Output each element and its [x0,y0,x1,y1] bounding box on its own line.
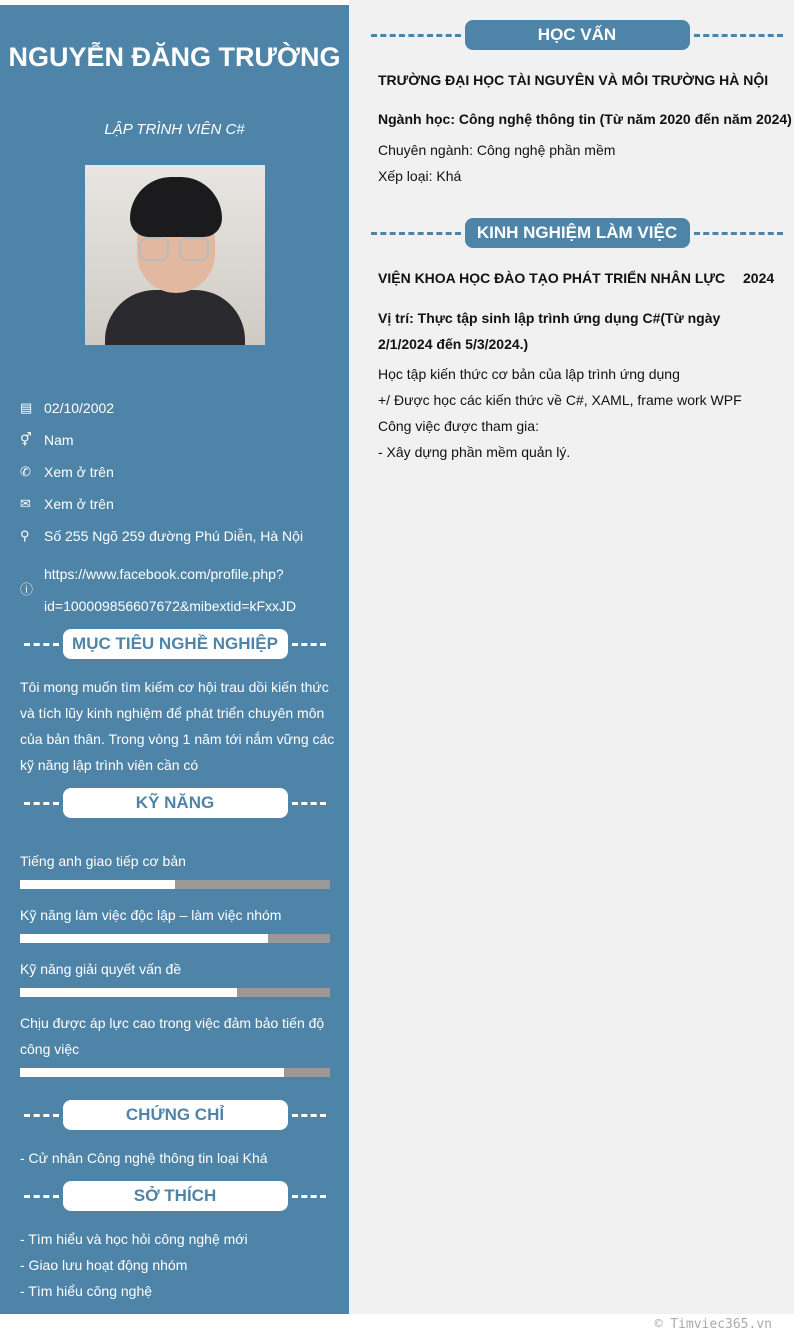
birthday-cake-icon: ▤ [20,400,33,415]
contact-facebook[interactable]: ⓘ https://www.facebook.com/profile.php? id=100009856607672&mibextid=kFxxJD [20,566,297,614]
position: Vị trí: Thực tập sinh lập trình ứng dụng C#(Từ ngày 2/1/2024 đến 5/3/2024.) [378,310,721,352]
sidebar [0,5,349,1314]
objective-text: Tôi mong muốn tìm kiếm cơ hội trau dồi kiến thức và tích lũy kinh nghiệm để phát triển chuyên môn của bản thân. Trong vòng 1 năm tới nắm vững các kỹ năng lập trình viên cần có [20,679,335,773]
experience-header: KINH NGHIỆM LÀM VIỆC [367,218,787,248]
experience-line: +/ Được học các kiến thức về C#, XAML, frame work WPF [378,392,742,408]
contact-address: ⚲ Số 255 Ngõ 259 đường Phú Diễn, Hà Nội [20,528,304,544]
experience-year: 2024 [743,270,775,286]
info-icon: ⓘ [20,582,34,597]
phone-icon: ✆ [20,464,31,479]
specialty: Chuyên ngành: Công nghệ phần mềm [378,142,616,158]
watermark: © Timviec365.vn [654,1317,772,1332]
contact-phone: ✆ Xem ở trên [20,464,114,480]
main-content [349,0,794,1314]
email-icon: ✉ [20,496,31,511]
skill-bar [20,1068,330,1077]
education-header: HỌC VẤN [367,20,787,50]
company-name: VIỆN KHOA HỌC ĐÀO TẠO PHÁT TRIỂN NHÂN LỰC [378,270,726,286]
candidate-name: NGUYỄN ĐĂNG TRƯỜNG [8,42,341,72]
experience-line: - Xây dựng phần mềm quản lý. [378,444,571,460]
certificates-header: CHỨNG CHỈ [20,1100,330,1130]
hobby-item: - Giao lưu hoạt động nhóm [20,1257,188,1273]
contact-email: ✉ Xem ở trên [20,496,114,512]
avatar [85,165,265,345]
major: Ngành học: Công nghệ thông tin (Từ năm 2020 đến năm 2024) [378,111,792,127]
objective-header: MỤC TIÊU NGHỀ NGHIỆP [20,629,330,659]
skill-bar [20,880,330,889]
hobby-item: - Tìm hiểu công nghệ [20,1283,153,1299]
grade: Xếp loại: Khá [378,168,462,184]
skill-bar [20,934,330,943]
contact-birthday: ▤ 02/10/2002 [20,400,115,416]
hobby-item: - Tìm hiểu và học hỏi công nghệ mới [20,1231,248,1247]
hobbies-header: SỞ THÍCH [20,1181,330,1211]
skills-header: KỸ NĂNG [20,788,330,818]
job-title: LẬP TRÌNH VIÊN C# [104,121,245,138]
experience-line: Học tập kiến thức cơ bản của lập trình ứng dụng [378,366,680,382]
skill-item: Kỹ năng làm việc độc lập – làm việc nhóm [20,902,330,943]
gender-icon: ⚥ [20,432,32,447]
certificate-item: - Cử nhân Công nghệ thông tin loại Khá [20,1150,268,1166]
contact-gender: ⚥ Nam [20,432,74,448]
skill-bar [20,988,330,997]
skill-item: Tiếng anh giao tiếp cơ bản [20,848,330,889]
location-icon: ⚲ [20,528,30,543]
experience-line: Công việc được tham gia: [378,418,539,434]
school-name: TRƯỜNG ĐẠI HỌC TÀI NGUYÊN VÀ MÔI TRƯỜNG HÀ NỘI [378,72,769,88]
skill-item: Chịu được áp lực cao trong việc đảm bảo tiến độ công việc [20,1010,330,1077]
skill-item: Kỹ năng giải quyết vấn đề [20,956,330,997]
